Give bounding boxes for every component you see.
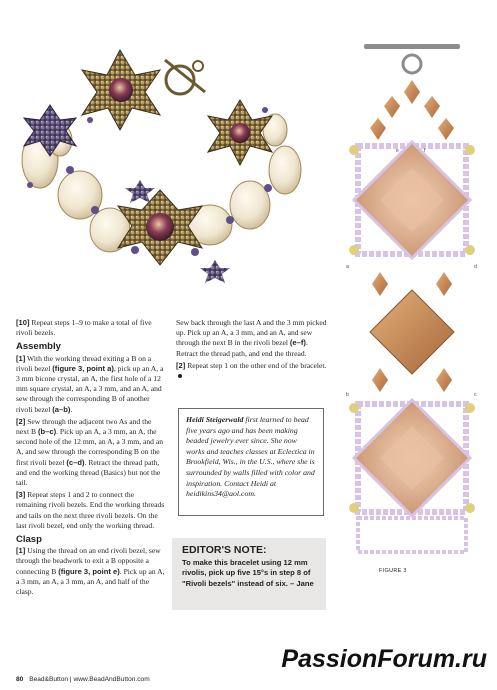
rivoli-bezel-bottom: [349, 400, 475, 552]
clasp-step-2: [2] Repeat step 1 on the other end of the bracelet.: [176, 361, 328, 381]
page-number: 80: [16, 676, 24, 683]
editors-note-heading: EDITOR'S NOTE:: [182, 544, 267, 556]
text-column-1: [16, 318, 166, 599]
point-label-b: b: [346, 392, 349, 398]
author-bio-box: [178, 408, 324, 516]
assembly-step-1: [1] With the working thread exiting a B on a rivoli bezel (figure 3, point a), pick up an A, a 3 mm bicone crystal, an A, the first hole of a 12 mm square crystal, an A, a 3 mm, and an A, and sew through the corresponding B of another rivoli bezel (a–b).: [16, 353, 164, 414]
figure-3-diagram: [336, 40, 488, 570]
square-crystal: [370, 290, 454, 374]
clasp-step-1: [1] Using the thread on an end rivoli bezel, sew through the beadwork to exit a B opposite a connecting B (figure 3, point e). Pick up an A, a 3 mm, an A, a 3 mm, an A, and half of the clasp.: [16, 546, 165, 597]
author-bio-text: first learned to bead five years ago and has been making beaded jewelry ever since. She now works and teaches classes at Eclectica in Brookfield, Wis., in the U.S., where she is surrounded by walls filled with color and inspiration. Contact Heidi at heidikins34@aol.com.: [186, 415, 315, 499]
rivoli-2: [230, 123, 250, 143]
point-label-c: c: [474, 392, 477, 398]
clasp-top: [364, 44, 460, 140]
end-bullet-icon: [178, 374, 182, 378]
footer-brand: Bead&Button: [29, 676, 69, 683]
assembly-step-2: [2] Sew through the adjacent two As and the next B (b–c). Pick up an A, a 3 mm, an A, the second hole of the 12 mm, an A, a 3 mm, and an A, and sew through the corresponding B on the first rivoli bezel (c–d). Retract the thread path, and end the working thread (Basics) but not the tail.: [16, 416, 163, 488]
assembly-step-3: [3] Repeat steps 1 and 2 to connect the remaining rivoli bezels. End the working threads and tails on the next three rivoli bezels. On the last rivoli bezel, end only the working thread.: [16, 490, 165, 530]
clasp-heading: Clasp: [16, 534, 42, 546]
point-label-a: a: [346, 264, 349, 270]
text-column-2: [176, 318, 328, 383]
editors-note-text: To make this bracelet using 12 mm rivolis, pick up five 15°s in step 8 of "Rivoli bezels" instead of six. – Jane: [182, 558, 314, 588]
point-label-d: d: [474, 264, 477, 270]
footer-url: www.BeadAndButton.com: [73, 676, 150, 683]
point-label-f: f: [424, 148, 426, 154]
step-10: [10] Repeat steps 1–9 to make a total of five rivoli bezels.: [16, 318, 152, 338]
rivoli-1: [109, 78, 133, 102]
bracelet-photo: [10, 20, 310, 305]
figure-label: FIGURE 3: [379, 568, 407, 574]
page-footer: 80 Bead&Button | www.BeadAndButton.com: [16, 676, 150, 683]
point-label-e: e: [396, 148, 399, 154]
editors-note-box: [172, 538, 326, 610]
assembly-heading: Assembly: [16, 341, 61, 353]
toggle-clasp: [165, 60, 205, 94]
beaded-stars: [24, 50, 272, 283]
clasp-step-1-continued: Sew back through the last A and the 3 mm picked up. Pick up an A, a 3 mm, and an A, and sew through the next B in the rivoli bezel (e–f). Retract the thread path, and end the thread.: [176, 318, 327, 358]
watermark: PassionForum.ru: [281, 645, 487, 673]
author-name: Heidi Steigerwald: [186, 415, 244, 424]
rivoli-3: [146, 213, 174, 241]
rivoli-bezel-top: [349, 142, 475, 258]
